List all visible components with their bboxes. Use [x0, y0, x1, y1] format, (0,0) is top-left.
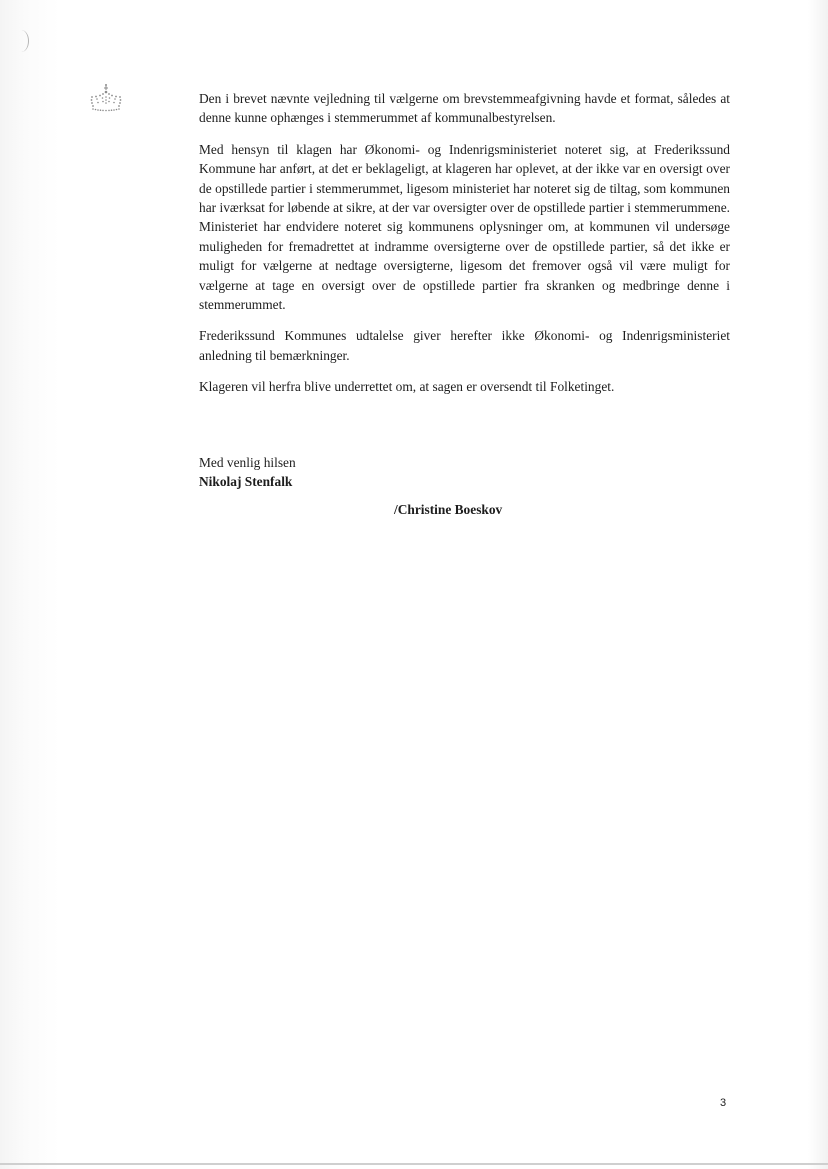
- scan-edge-bottom: [0, 1163, 828, 1165]
- scan-edge-right: [808, 0, 828, 1169]
- cosigner-name: /Christine Boeskov: [394, 502, 503, 517]
- scan-edge-left: [0, 0, 60, 1169]
- letter-body: [199, 89, 730, 409]
- letter-paragraph: Frederikssund Kommunes udtalelse giver herefter ikke Økonomi- og Indenrigsministeriet anledning til bemærkninger.: [199, 328, 730, 363]
- sender-name: Nikolaj Stenfalk: [199, 474, 293, 490]
- letter-paragraph: Klageren vil herfra blive underrettet om, at sagen er oversendt til Folketinget.: [199, 379, 615, 395]
- closing-salutation: Med venlig hilsen: [199, 455, 296, 470]
- page-number: 3: [720, 1097, 727, 1109]
- crown-icon: [88, 82, 124, 122]
- signature-block: [199, 453, 296, 492]
- letter-paragraph: Den i brevet nævnte vejledning til vælgerne om brevstemmeafgivning havde et format, således at denne kunne ophænges i stemmerummet af kommunalbestyrelsen.: [199, 91, 730, 126]
- scan-artifact: [14, 30, 29, 52]
- letter-paragraph: Med hensyn til klagen har Økonomi- og Indenrigsministeriet noteret sig, at Frederikssund Kommune har anført, at det er beklageligt, at klageren har oplevet, at der ikke var en oversigt over de opstillede partier i stemmerummet, ligesom ministeriet har noteret sig de tiltag, som kommunen har iværksat for løbende at sikre, at der var oversigter over de opstillede partier i stemmerummene. Ministeriet har endvidere noteret sig kommunens oplysninger om, at kommunen vil undersøge muligheden for fremadrettet at indramme oversigterne over de opstillede partier, så det ikke er muligt for vælgerne at nedtage oversigterne, ligesom det fremover også vil være muligt for vælgerne at tage en oversigt over de opstillede partier fra skranken og medbringe denne i stemmerummet.: [199, 141, 730, 313]
